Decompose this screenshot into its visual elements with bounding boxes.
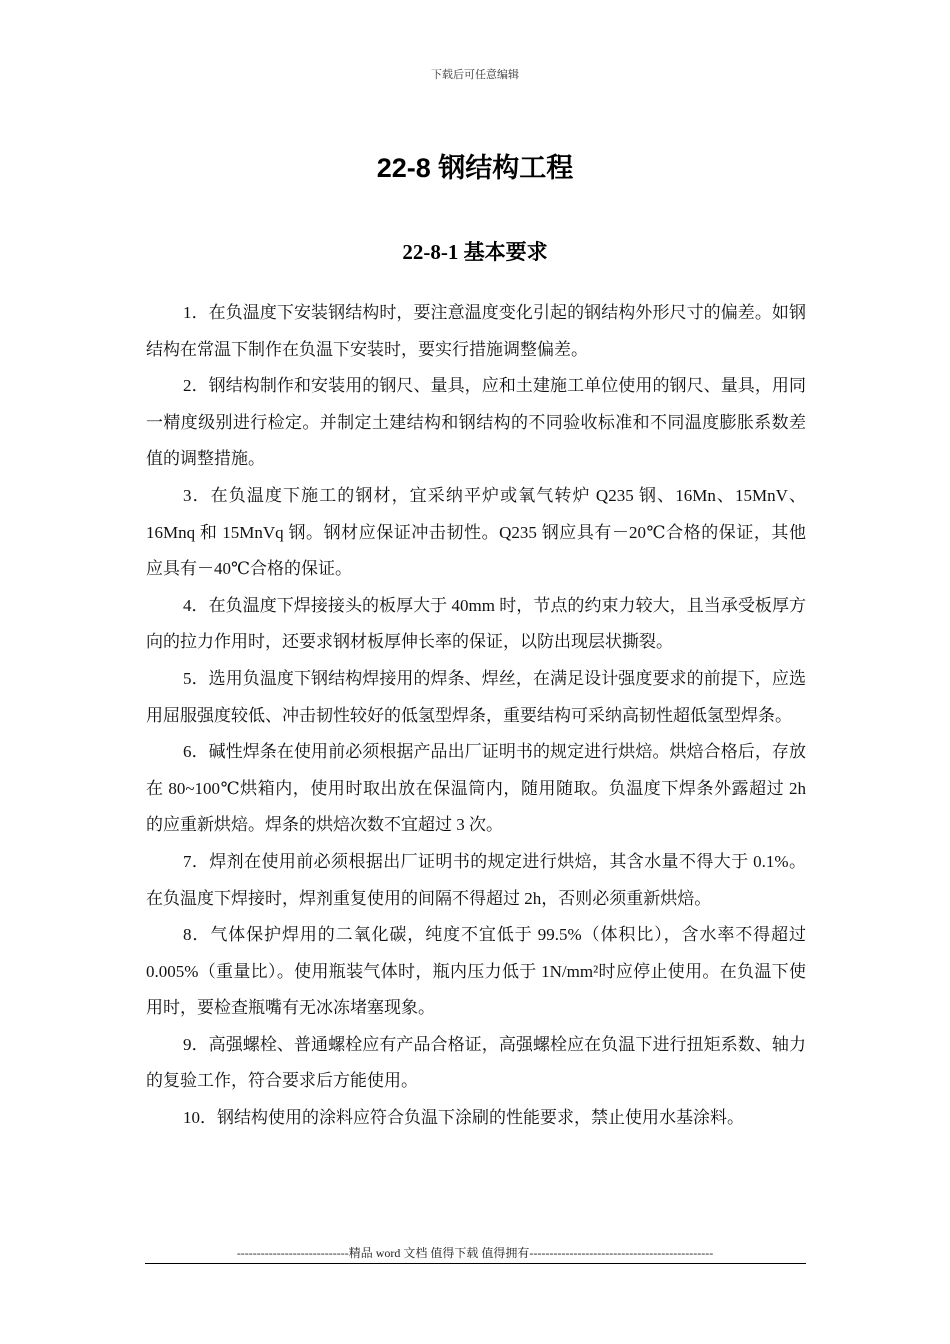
paragraph-1: 1．在负温度下安装钢结构时，要注意温度变化引起的钢结构外形尺寸的偏差。如钢结构在常温下制作在负温下安装时，要实行措施调整偏差。	[146, 303, 806, 359]
paragraph-5: 5．选用负温度下钢结构焊接用的焊条、焊丝，在满足设计强度要求的前提下，应选用屈服强度较低、冲击韧性较好的低氢型焊条，重要结构可采纳高韧性超低氢型焊条。	[146, 668, 806, 725]
paragraph-6: 6．碱性焊条在使用前必须根据产品出厂证明书的规定进行烘焙。烘焙合格后，存放在 80~100℃烘箱内，使用时取出放在保温筒内，随用随取。负温度下焊条外露超过 2h 的应重新烘焙。焊条的烘焙次数不宜超过 3 次。	[146, 742, 806, 835]
paragraph-8: 8．气体保护焊用的二氧化碳，纯度不宜低于 99.5%（体积比），含水率不得超过 0.005%（重量比）。使用瓶装气体时，瓶内压力低于 1N/mm²时应停止使用。在负温下使用时，要检查瓶嘴有无冰冻堵塞现象。	[146, 925, 806, 1018]
paragraph-7: 7．焊剂在使用前必须根据出厂证明书的规定进行烘焙，其含水量不得大于 0.1%。在负温度下焊接时，焊剂重复使用的间隔不得超过 2h，否则必须重新烘焙。	[146, 851, 806, 908]
footer-text: ----------------------------精品 word 文档 值得下载 值得拥有----------------------------------------------	[236, 1246, 714, 1260]
document-body	[146, 295, 806, 1137]
document-title: 22-8 钢结构工程	[376, 153, 574, 183]
paragraph-9: 9．高强螺栓、普通螺栓应有产品合格证，高强螺栓应在负温下进行扭矩系数、轴力的复验工作，符合要求后方能使用。	[146, 1034, 806, 1091]
footer-divider	[145, 1263, 806, 1264]
paragraph-2: 2．钢结构制作和安装用的钢尺、量具，应和土建施工单位使用的钢尺、量具，用同一精度级别进行检定。并制定土建结构和钢结构的不同验收标准和不同温度膨胀系数差值的调整措施。	[146, 376, 806, 469]
paragraph-4: 4．在负温度下焊接接头的板厚大于 40mm 时，节点的约束力较大，且当承受板厚方向的拉力作用时，还要求钢材板厚伸长率的保证，以防出现层状撕裂。	[146, 595, 806, 652]
paragraph-3: 3．在负温度下施工的钢材，宜采纳平炉或氧气转炉 Q235 钢、16Mn、15MnV、16Mnq 和 15MnVq 钢。钢材应保证冲击韧性。Q235 钢应具有－20℃合格的保证，其他应具有－40℃合格的保证。	[146, 485, 806, 579]
paragraph-10: 10．钢结构使用的涂料应符合负温下涂刷的性能要求，禁止使用水基涂料。	[183, 1108, 744, 1128]
section-title: 22-8-1 基本要求	[402, 240, 548, 264]
header-note: 下载后可任意编辑	[431, 68, 519, 81]
